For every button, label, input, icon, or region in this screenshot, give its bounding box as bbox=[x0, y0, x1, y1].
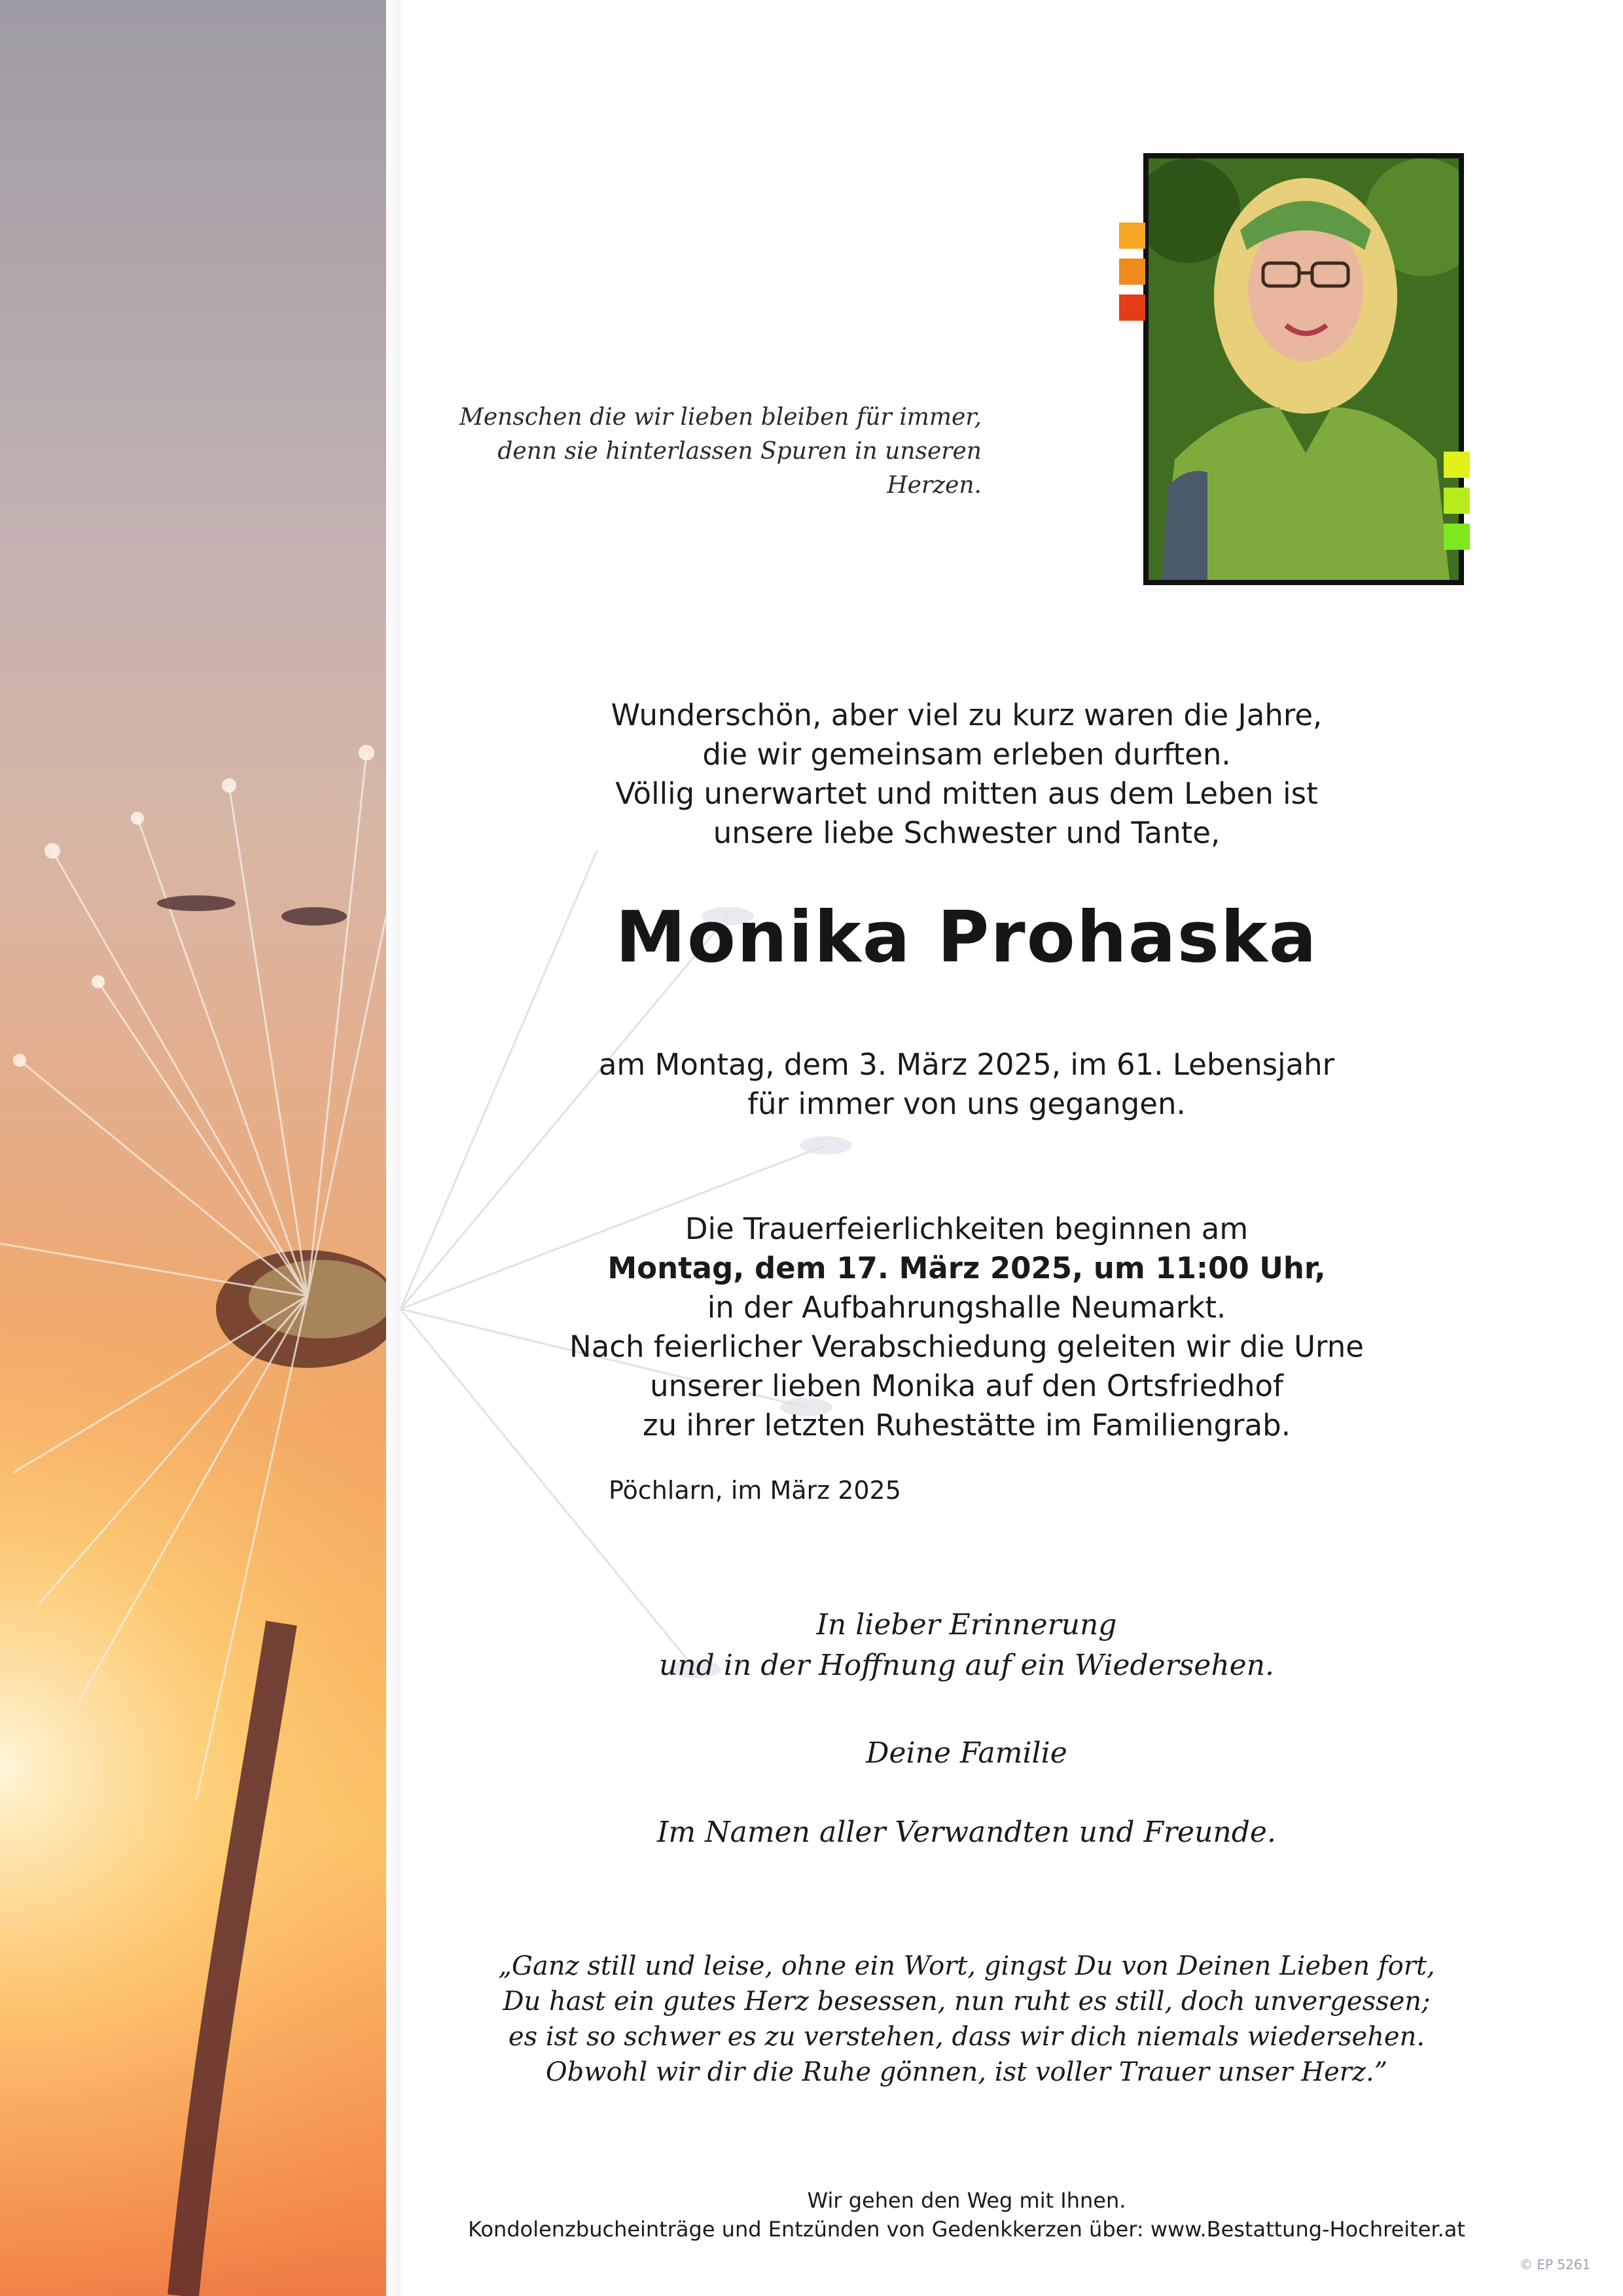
motto-line: Menschen die wir lieben bleiben für immer, bbox=[459, 404, 982, 431]
color-square bbox=[1444, 452, 1470, 478]
color-square bbox=[1444, 524, 1470, 550]
ceremony-line: unserer lieben Monika auf den Ortsfriedhof bbox=[650, 1369, 1283, 1403]
family-signature: Deine Familie bbox=[866, 1736, 1067, 1770]
poem-line: Obwohl wir dir die Ruhe gönnen, ist voller Trauer unser Herz.” bbox=[545, 2057, 1388, 2087]
place-date: Pöchlarn, im März 2025 bbox=[609, 1476, 901, 1505]
footer-website-note: Kondolenzbucheinträge und Entzünden von Gedenkkerzen über: www.Bestattung-Hochreiter.at bbox=[468, 2217, 1465, 2242]
ceremony-line: zu ihrer letzten Ruhestätte im Familiengrab. bbox=[642, 1408, 1291, 1443]
ceremony-line: Die Trauerfeierlichkeiten beginnen am bbox=[685, 1211, 1249, 1246]
death-info bbox=[401, 1045, 1533, 1124]
memory-text bbox=[401, 1605, 1533, 1686]
portrait-photo bbox=[1143, 153, 1464, 585]
footer-tagline: Wir gehen den Weg mit Ihnen. bbox=[807, 2188, 1126, 2213]
intro-line: die wir gemeinsam erleben durften. bbox=[702, 737, 1231, 772]
ceremony-date: Montag, dem 17. März 2025, um 11:00 Uhr, bbox=[607, 1251, 1326, 1285]
color-square bbox=[1119, 259, 1145, 285]
poem-line: es ist so schwer es zu verstehen, dass wir dich niemals wiedersehen. bbox=[508, 2022, 1425, 2052]
copyright-code: © EP 5261 bbox=[1520, 2257, 1591, 2272]
panel-divider bbox=[386, 0, 401, 2296]
poem bbox=[401, 1948, 1533, 2090]
memory-line: In lieber Erinnerung bbox=[816, 1608, 1117, 1641]
poem-line: Du hast ein gutes Herz besessen, nun ruht es still, doch unvergessen; bbox=[503, 1986, 1431, 2017]
ceremony-line: in der Aufbahrungshalle Neumarkt. bbox=[707, 1290, 1226, 1325]
footer bbox=[401, 2186, 1533, 2244]
portrait-illustration bbox=[1149, 158, 1459, 580]
dandelion-illustration bbox=[0, 0, 386, 2296]
ceremony-line: Nach feierlicher Verabschiedung geleiten wir die Urne bbox=[569, 1329, 1364, 1364]
color-square bbox=[1119, 295, 1145, 321]
intro-line: Wunderschön, aber viel zu kurz waren die Jahre, bbox=[611, 698, 1323, 732]
motto-line: denn sie hinterlassen Spuren in unseren Herzen. bbox=[497, 438, 982, 499]
color-square bbox=[1444, 488, 1470, 514]
relatives-signature: Im Namen aller Verwandten und Freunde. bbox=[657, 1816, 1276, 1849]
memory-line: und in der Hoffnung auf ein Wiedersehen. bbox=[658, 1649, 1275, 1682]
death-info-line: für immer von uns gegangen. bbox=[747, 1086, 1186, 1121]
deceased-name: Monika Prohaska bbox=[615, 897, 1318, 978]
side-photo-panel bbox=[0, 0, 386, 2296]
intro-line: Völlig unerwartet und mitten aus dem Leben ist bbox=[615, 776, 1318, 811]
poem-line: „Ganz still und leise, ohne ein Wort, gingst Du von Deinen Lieben fort, bbox=[498, 1951, 1435, 1981]
intro-text bbox=[401, 696, 1533, 853]
intro-line: unsere liebe Schwester und Tante, bbox=[713, 816, 1221, 850]
death-info-line: am Montag, dem 3. März 2025, im 61. Lebensjahr bbox=[598, 1047, 1335, 1082]
color-square bbox=[1119, 223, 1145, 249]
portrait-image bbox=[1149, 158, 1459, 580]
ceremony-info bbox=[401, 1210, 1533, 1445]
motto bbox=[458, 401, 982, 503]
